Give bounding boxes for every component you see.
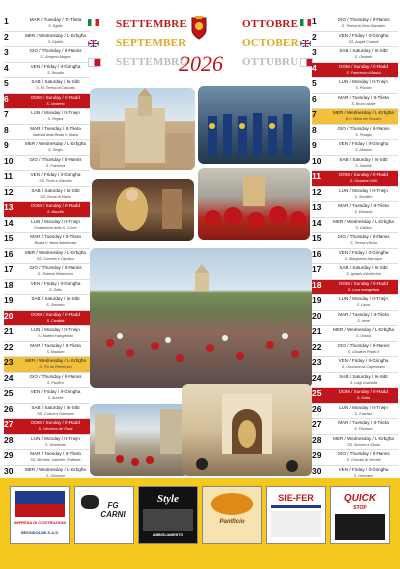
day-row bbox=[4, 63, 90, 79]
church-facade-photo bbox=[182, 384, 312, 476]
weekday-label: GIO / Thursday / Il-Ħamis bbox=[29, 48, 82, 53]
weekday-label: MER / Wednesday / L-Erbgħa bbox=[333, 218, 394, 224]
weekday-label: DOM / Sunday / Il-Ħadd bbox=[339, 63, 388, 69]
ad-title: SIE-FER bbox=[278, 493, 314, 503]
saint-name: S. Gerardo bbox=[354, 55, 373, 59]
day-row bbox=[4, 140, 90, 156]
day-number: 13 bbox=[312, 202, 322, 212]
day-number: 25 bbox=[312, 388, 322, 398]
day-number: 4 bbox=[4, 62, 9, 73]
weekday-label: DOM / Sunday / Il-Ħadd bbox=[339, 389, 388, 394]
day-row bbox=[312, 16, 398, 32]
day-row bbox=[312, 404, 398, 420]
day-number: 12 bbox=[312, 186, 322, 197]
day-number: 14 bbox=[4, 217, 14, 228]
day-row bbox=[4, 218, 90, 234]
weekday-label: VEN / Friday / Il-Ġimgħa bbox=[338, 32, 389, 38]
day-number: 17 bbox=[312, 264, 322, 274]
saint-name: S. Pelagia bbox=[355, 132, 372, 137]
saint-name: S. Pio da Pietrelcina bbox=[39, 365, 72, 369]
day-number: 18 bbox=[312, 279, 322, 290]
day-row bbox=[312, 140, 398, 156]
day-row bbox=[312, 419, 398, 435]
day-number: 9 bbox=[4, 140, 9, 150]
saint-name: S. Pacifico bbox=[47, 380, 64, 385]
procession-crowd-photo bbox=[90, 248, 312, 388]
saint-name: S. Francesco d'Assisi bbox=[346, 70, 381, 75]
day-row bbox=[4, 125, 90, 141]
italy-flag-icon bbox=[300, 19, 311, 26]
day-number: 29 bbox=[4, 450, 14, 460]
day-row bbox=[4, 109, 90, 125]
day-number: 29 bbox=[312, 450, 322, 460]
ad-title: FG CARNI bbox=[100, 501, 126, 519]
ad-subtitle: ABBIGLIAMENTO bbox=[152, 533, 184, 537]
day-row bbox=[312, 280, 398, 296]
day-number: 19 bbox=[4, 295, 14, 305]
saint-name: S. Daniele bbox=[355, 163, 372, 168]
weekday-label: VEN / Friday / Il-Ġimgħa bbox=[30, 280, 81, 286]
day-row bbox=[4, 373, 90, 389]
saint-name: SS. Angeli Custodi bbox=[348, 39, 379, 44]
day-row bbox=[312, 187, 398, 203]
ad-title: QUICK bbox=[343, 493, 377, 504]
weekday-label: SAB / Saturday / Is-Sibt bbox=[31, 296, 80, 301]
day-number: 22 bbox=[4, 341, 14, 352]
month-right-it: OTTOBRE bbox=[242, 18, 299, 30]
saint-name: S. Umberto bbox=[46, 101, 65, 106]
saint-name: S. Teresa d'Avila bbox=[350, 241, 377, 245]
day-number: 26 bbox=[312, 403, 322, 414]
weekday-label: MER / Wednesday / L-Erbgħa bbox=[25, 249, 86, 255]
weekday-label: LUN / Monday / It-Tnejn bbox=[339, 404, 388, 410]
weekday-label: VEN / Friday / Il-Ġimgħa bbox=[338, 358, 389, 363]
saint-name: S. Giovanni Paolo II bbox=[347, 349, 380, 354]
saint-name: S. Venceslao bbox=[44, 442, 67, 447]
weekday-label: VEN / Friday / Il-Ġimgħa bbox=[338, 466, 389, 472]
saint-name: SS. Michele, Gabriele, Raffaele bbox=[30, 458, 81, 462]
day-row bbox=[4, 171, 90, 187]
day-row bbox=[312, 388, 398, 404]
day-row bbox=[4, 249, 90, 265]
weekday-label: VEN / Friday / Il-Ġimgħa bbox=[338, 249, 389, 255]
day-row bbox=[312, 78, 398, 94]
saint-name: S. Serafino bbox=[354, 194, 373, 199]
weekday-label: LUN / Monday / It-Tnejn bbox=[31, 218, 80, 224]
weekday-label: SAB / Saturday / Is-Sibt bbox=[31, 187, 80, 193]
weekday-label: SAB / Saturday / Is-Sibt bbox=[339, 48, 388, 53]
ad-subtitle: STOP bbox=[353, 505, 367, 511]
day-row bbox=[4, 16, 90, 32]
month-left-mt: SETTEMBRU bbox=[116, 56, 188, 68]
saint-name: S. Laura bbox=[356, 303, 371, 307]
day-row bbox=[312, 295, 398, 311]
ad-sie-fer[interactable] bbox=[266, 486, 326, 544]
weekday-label: MAR / Tuesday / It-Tlieta bbox=[338, 94, 389, 100]
day-row bbox=[312, 233, 398, 249]
ad-title: Style bbox=[157, 493, 179, 505]
photo-collage bbox=[90, 86, 312, 478]
saint-name: S. Aurelia bbox=[47, 396, 64, 400]
day-row bbox=[4, 404, 90, 420]
day-number: 24 bbox=[312, 372, 322, 383]
day-row bbox=[4, 295, 90, 311]
day-number: 16 bbox=[4, 248, 14, 259]
weekday-label: GIO / Thursday / Il-Ħamis bbox=[337, 234, 390, 239]
day-row bbox=[312, 202, 398, 218]
ad-panificio[interactable] bbox=[202, 486, 262, 544]
day-row bbox=[312, 450, 398, 466]
saint-name: S. Irene bbox=[357, 318, 370, 323]
saint-name: S. Edoardo bbox=[354, 210, 373, 214]
saint-name: S. Giovanni XXIII bbox=[349, 179, 378, 183]
day-number: 5 bbox=[4, 78, 9, 88]
ad-title: Panificio bbox=[219, 519, 245, 525]
weekday-label: MAR / Tuesday / It-Tlieta bbox=[338, 420, 389, 425]
day-number: 27 bbox=[312, 419, 322, 429]
weekday-label: DOM / Sunday / Il-Ħadd bbox=[31, 94, 80, 100]
day-number: 10 bbox=[312, 155, 322, 166]
weekday-label: DOM / Sunday / Il-Ħadd bbox=[339, 172, 388, 177]
church-photo bbox=[90, 88, 195, 170]
day-row bbox=[4, 94, 90, 110]
saint-name: S. Rosalia bbox=[47, 70, 64, 75]
saint-name: S. Maurizio bbox=[46, 349, 65, 354]
weekday-label: GIO / Thursday / Il-Ħamis bbox=[337, 17, 390, 22]
day-number: 20 bbox=[4, 310, 14, 321]
saint-name: S. Bruno abate bbox=[351, 101, 376, 106]
saint-name: S. Ignazio d'Antiochia bbox=[346, 272, 381, 276]
day-number: 10 bbox=[4, 155, 14, 166]
day-number: 15 bbox=[312, 233, 322, 243]
weekday-label: DOM / Sunday / Il-Ħadd bbox=[31, 203, 80, 208]
weekday-label: GIO / Thursday / Il-Ħamis bbox=[29, 265, 82, 270]
weekday-label: MER / Wednesday / L-Erbgħa bbox=[333, 327, 394, 332]
weekday-label: MER / Wednesday / L-Erbgħa bbox=[333, 435, 394, 441]
ad-title: IMPRESA DI COSTRUZIONI bbox=[14, 520, 66, 525]
day-row bbox=[312, 249, 398, 265]
weekday-label: VEN / Friday / Il-Ġimgħa bbox=[30, 389, 81, 394]
saint-name: S. Girolamo bbox=[46, 473, 65, 478]
weekday-label: DOM / Sunday / Il-Ħadd bbox=[31, 311, 80, 317]
saint-name: S. Germano bbox=[353, 473, 374, 478]
september-day-list bbox=[4, 16, 90, 481]
weekday-label: DOM / Sunday / Il-Ħadd bbox=[339, 280, 388, 286]
day-row bbox=[4, 156, 90, 172]
saint-name: SS. Cosma e Damiano bbox=[37, 411, 74, 416]
day-number: 2 bbox=[4, 31, 9, 42]
day-row bbox=[4, 187, 90, 203]
day-number: 7 bbox=[4, 109, 9, 119]
weekday-label: SAB / Saturday / Is-Sibt bbox=[31, 404, 80, 410]
saint-name: S. Pulcheria bbox=[45, 163, 66, 168]
day-row bbox=[312, 32, 398, 48]
weekday-label: SAB / Saturday / Is-Sibt bbox=[339, 156, 388, 162]
weekday-label: VEN / Friday / Il-Ġimgħa bbox=[30, 63, 81, 69]
crowd-red-photo bbox=[198, 168, 310, 240]
day-row bbox=[4, 233, 90, 249]
day-number: 8 bbox=[312, 124, 317, 135]
weekday-label: GIO / Thursday / Il-Ħamis bbox=[337, 342, 390, 348]
saint-name: S. Elpidio bbox=[47, 39, 64, 44]
saint-name: S. Egidio bbox=[48, 24, 63, 28]
day-number: 28 bbox=[4, 434, 14, 445]
weekday-label: MAR / Tuesday / It-Tlieta bbox=[30, 125, 81, 131]
day-number: 30 bbox=[4, 465, 14, 476]
saint-name: S. Orsola bbox=[356, 334, 371, 338]
saint-name: S. Matteo evangelista bbox=[38, 334, 73, 338]
ad-subtitle: BRONDOLINI S.A.S. bbox=[20, 530, 59, 535]
day-row bbox=[312, 218, 398, 234]
saint-name: S. Maurilio bbox=[47, 210, 64, 214]
day-row bbox=[312, 264, 398, 280]
day-number: 7 bbox=[312, 109, 317, 119]
day-row bbox=[4, 78, 90, 94]
weekday-label: LUN / Monday / It-Tnejn bbox=[31, 110, 80, 115]
month-left-en: SEPTEMBER bbox=[116, 37, 187, 49]
weekday-label: MAR / Tuesday / Ti-Tlieta bbox=[29, 17, 82, 22]
saint-name: Esaltazione della S. Croce bbox=[34, 225, 77, 230]
day-row bbox=[4, 32, 90, 48]
day-row bbox=[4, 202, 90, 218]
saint-name: Beata V. Maria Addolorata bbox=[34, 241, 77, 245]
day-row bbox=[4, 264, 90, 280]
day-row bbox=[4, 357, 90, 373]
year-label: 2026 bbox=[179, 51, 223, 76]
weekday-label: SAB / Saturday / Is-Sibt bbox=[339, 265, 388, 270]
saint-name: S. Fiorenzo bbox=[354, 427, 373, 431]
day-number: 23 bbox=[4, 357, 14, 367]
day-row bbox=[4, 435, 90, 451]
saint-name: SS. Cornelio e Cipriano bbox=[36, 256, 75, 261]
weekday-label: MER / Wednesday / L-Erbgħa bbox=[25, 358, 86, 363]
saint-name: S. Sofia bbox=[49, 287, 62, 292]
saint-name: S. Placido bbox=[355, 86, 372, 90]
month-left-it: SETTEMBRE bbox=[116, 18, 188, 30]
day-row bbox=[4, 47, 90, 63]
saint-name: S. Margherita Alacoque bbox=[344, 256, 383, 261]
day-row bbox=[4, 342, 90, 358]
day-row bbox=[4, 280, 90, 296]
day-row bbox=[312, 171, 398, 187]
weekday-label: MAR / Tuesday / It-Tlieta bbox=[338, 311, 389, 317]
day-row bbox=[312, 63, 398, 79]
day-number: 19 bbox=[312, 295, 322, 305]
day-number: 24 bbox=[4, 372, 14, 383]
ad-brondolini[interactable] bbox=[10, 486, 70, 544]
day-row bbox=[4, 419, 90, 435]
day-number: 1 bbox=[4, 16, 9, 26]
weekday-label: DOM / Sunday / Il-Ħadd bbox=[31, 420, 80, 425]
saint-name: S. Sergio bbox=[48, 148, 63, 152]
day-number: 26 bbox=[4, 403, 14, 414]
day-number: 21 bbox=[312, 326, 322, 336]
ad-style[interactable] bbox=[138, 486, 198, 544]
day-row bbox=[312, 311, 398, 327]
weekday-label: MER / Wednesday / L-Erbgħa bbox=[25, 141, 86, 146]
weekday-label: VEN / Friday / Il-Ġimgħa bbox=[30, 172, 81, 177]
day-row bbox=[312, 47, 398, 63]
uk-flag-icon bbox=[300, 40, 311, 47]
saint-name: S. Gennaro bbox=[46, 303, 65, 307]
day-number: 6 bbox=[4, 93, 9, 104]
day-number: 16 bbox=[312, 248, 322, 259]
weekday-label: VEN / Friday / Il-Ġimgħa bbox=[338, 141, 389, 146]
weekday-label: GIO / Thursday / Il-Ħamis bbox=[29, 373, 82, 379]
day-number: 17 bbox=[4, 264, 14, 274]
day-number: 1 bbox=[312, 16, 317, 26]
saint-name: S. Abramo bbox=[355, 148, 372, 152]
weekday-label: GIO / Thursday / Il-Ħamis bbox=[337, 451, 390, 456]
day-row bbox=[312, 109, 398, 125]
saint-name: S. Teresa di Gesù Bambino bbox=[341, 24, 386, 28]
weekday-label: MAR / Tuesday / It-Tlieta bbox=[338, 203, 389, 208]
ad-quick-stop[interactable] bbox=[330, 486, 390, 544]
saint-name: B.V. Maria del Rosario bbox=[345, 117, 382, 121]
day-number: 15 bbox=[4, 233, 14, 243]
weekday-label: LUN / Monday / It-Tnejn bbox=[339, 296, 388, 301]
day-row bbox=[312, 435, 398, 451]
weekday-label: LUN / Monday / It-Tnejn bbox=[339, 79, 388, 84]
day-number: 3 bbox=[4, 47, 9, 57]
ad-fg-carni[interactable] bbox=[74, 486, 134, 544]
weekday-label: LUN / Monday / It-Tnejn bbox=[339, 187, 388, 193]
day-row bbox=[4, 388, 90, 404]
day-number: 5 bbox=[312, 78, 317, 88]
day-number: 8 bbox=[4, 124, 9, 135]
weekday-label: MAR / Tuesday / It-Tlieta bbox=[30, 342, 81, 348]
day-number: 22 bbox=[312, 341, 322, 352]
day-number: 12 bbox=[4, 186, 14, 197]
day-row bbox=[312, 125, 398, 141]
weekday-label: LUN / Monday / It-Tnejn bbox=[31, 327, 80, 332]
saint-name: S. Evaristo bbox=[354, 411, 373, 416]
day-number: 9 bbox=[312, 140, 317, 150]
day-number: 11 bbox=[4, 171, 13, 181]
saint-name: S. Candida bbox=[46, 318, 65, 323]
day-number: 14 bbox=[312, 217, 322, 228]
month-right-en: OCTOBER bbox=[242, 37, 299, 49]
day-number: 20 bbox=[312, 310, 322, 321]
saint-name: S. Vincenzo de' Paoli bbox=[38, 427, 73, 431]
saint-name: S. Gregorio Magno bbox=[40, 55, 71, 59]
day-number: 2 bbox=[312, 31, 317, 42]
day-number: 3 bbox=[312, 47, 317, 57]
month-right-mt: OTTUBRU bbox=[242, 56, 299, 68]
sponsor-footer bbox=[0, 478, 400, 569]
day-row bbox=[312, 342, 398, 358]
saint-name: Natività della Beata V. Maria bbox=[32, 132, 79, 137]
saint-name: S. Callisto bbox=[355, 225, 372, 230]
day-number: 18 bbox=[4, 279, 14, 290]
day-row bbox=[312, 326, 398, 342]
saint-name: S. Daria bbox=[357, 396, 370, 400]
saint-name: SS. Proto e Giacinto bbox=[39, 179, 72, 183]
saint-name: SS. Simone e Giuda bbox=[347, 442, 380, 447]
saint-name: S. Luca evangelista bbox=[347, 287, 380, 292]
day-number: 4 bbox=[312, 62, 317, 73]
crest-logo-icon bbox=[189, 14, 209, 40]
street-procession-photo bbox=[90, 404, 188, 476]
day-row bbox=[312, 94, 398, 110]
saint-name: S. Luigi Guanella bbox=[349, 380, 378, 385]
day-row bbox=[312, 373, 398, 389]
saint-name: S. Regina bbox=[47, 117, 64, 121]
weekday-label: MAR / Tuesday / It-Tlieta bbox=[30, 234, 81, 239]
day-number: 13 bbox=[4, 202, 14, 212]
day-number: 11 bbox=[312, 171, 321, 181]
saint-name: S. Onorato di Vercelli bbox=[346, 458, 381, 462]
day-number: 27 bbox=[4, 419, 14, 429]
day-number: 30 bbox=[312, 465, 322, 476]
day-number: 25 bbox=[4, 388, 14, 398]
saint-name: SS. Nome di Maria bbox=[40, 194, 71, 199]
saint-name: S. Roberto Bellarmino bbox=[37, 272, 74, 276]
day-row bbox=[4, 326, 90, 342]
weekday-label: LUN / Monday / It-Tnejn bbox=[31, 435, 80, 441]
day-row bbox=[4, 450, 90, 466]
october-day-list bbox=[312, 16, 398, 497]
day-row bbox=[4, 311, 90, 327]
day-row bbox=[312, 156, 398, 172]
weekday-label: SAB / Saturday / Is-Sibt bbox=[31, 79, 80, 84]
day-number: 21 bbox=[4, 326, 14, 336]
day-row bbox=[312, 357, 398, 373]
saint-name: S. M. Teresa di Calcutta bbox=[36, 86, 75, 90]
weekday-label: GIO / Thursday / Il-Ħamis bbox=[337, 125, 390, 131]
day-number: 23 bbox=[312, 357, 322, 367]
statue-photo bbox=[92, 179, 194, 241]
weekday-label: MAR / Tuesday / It-Tlieta bbox=[30, 451, 81, 456]
weekday-label: GIO / Thursday / Il-Ħamis bbox=[29, 156, 82, 162]
weekday-label: MER / Wednesday / L-Erbgħa bbox=[333, 110, 394, 115]
day-number: 6 bbox=[312, 93, 317, 104]
weekday-label: SAB / Saturday / Is-Sibt bbox=[339, 373, 388, 379]
saint-name: S. Giovanni da Capestrano bbox=[341, 365, 386, 369]
band-photo bbox=[198, 86, 310, 164]
weekday-label: MER / Wednesday / L-Erbgħa bbox=[25, 32, 86, 38]
weekday-label: MER / Wednesday / L-Erbgħa bbox=[25, 466, 86, 472]
day-number: 28 bbox=[312, 434, 322, 445]
